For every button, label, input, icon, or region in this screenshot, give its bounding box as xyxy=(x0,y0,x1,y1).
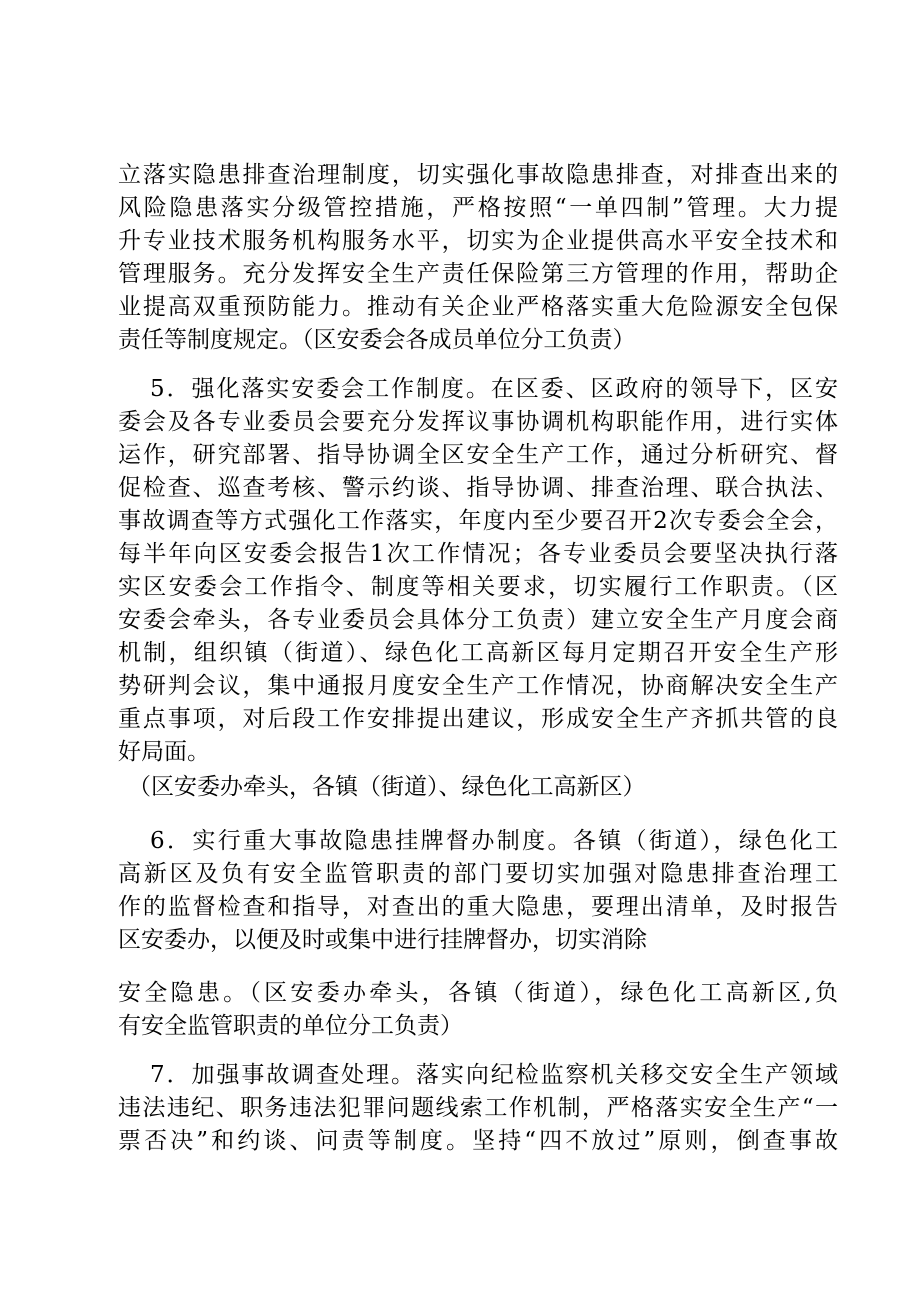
text-line: 风险隐患落实分级管控措施，严格按照“一单四制”管理。大力提 xyxy=(118,195,838,221)
text-line: 作的监督检查和指导，对查出的重大隐患，要理出清单，及时报告 xyxy=(118,894,838,920)
text-line: 升专业技术服务机构服务水平，切实为企业提供高水平安全技术和 xyxy=(118,228,838,254)
text-line: 区安委办，以便及时或集中进行挂牌督办，切实消除 xyxy=(118,927,647,953)
text-line: 安全隐患。（区安委办牵头，各镇（街道），绿色化工高新区,负 xyxy=(118,980,838,1006)
text-line: 责任等制度规定。（区安委会各成员单位分工负责） xyxy=(118,327,636,353)
text-line: 委会及各专业委员会要充分发挥议事协调机构职能作用，进行实体 xyxy=(118,409,838,435)
text-line: 机制，组织镇（街道）、绿色化工高新区每月定期召开安全生产形 xyxy=(118,640,838,666)
text-line: 票否决”和约谈、问责等制度。坚持“四不放过”原则，倒查事故 xyxy=(118,1128,838,1154)
text-line: 每半年向区安委会报告1次工作情况；各专业委员会要坚决执行落 xyxy=(118,541,838,567)
item-5-heading-line: 5．强化落实安委会工作制度。在区委、区政府的领导下，区安 xyxy=(150,376,838,402)
text-line: 立落实隐患排查治理制度，切实强化事故隐患排查，对排查出来的 xyxy=(118,162,838,188)
text-line: 业提高双重预防能力。推动有关企业严格落实重大危险源安全包保 xyxy=(118,294,838,320)
text-line: 安委会牵头，各专业委员会具体分工负责）建立安全生产月度会商 xyxy=(118,607,838,633)
text-line: 好局面。 xyxy=(118,739,210,765)
item-7-heading-line: 7．加强事故调查处理。落实向纪检监察机关移交安全生产领域 xyxy=(150,1062,838,1088)
text-line: 管理服务。充分发挥安全生产责任保险第三方管理的作用，帮助企 xyxy=(118,261,838,287)
text-line: 违法违纪、职务违法犯罪问题线索工作机制，严格落实安全生产“一 xyxy=(118,1095,838,1121)
responsibility-note: （区安委办牵头，各镇（街道）、绿色化工高新区） xyxy=(128,774,646,800)
text-line: 事故调查等方式强化工作落实，年度内至少要召开2次专委会全会， xyxy=(118,508,838,534)
text-line: 运作，研究部署、指导协调全区安全生产工作，通过分析研究、督 xyxy=(118,442,838,468)
text-line: 有安全监管职责的单位分工负责） xyxy=(118,1013,463,1039)
text-line: 高新区及负有安全监管职责的部门要切实加强对隐患排查治理工 xyxy=(118,861,838,887)
text-line: 实区安委会工作指令、制度等相关要求，切实履行工作职责。（区 xyxy=(118,574,838,600)
text-line: 重点事项，对后段工作安排提出建议，形成安全生产齐抓共管的良 xyxy=(118,706,838,732)
text-line: 促检查、巡查考核、警示约谈、指导协调、排查治理、联合执法、 xyxy=(118,475,838,501)
item-6-heading-line: 6．实行重大事故隐患挂牌督办制度。各镇（街道），绿色化工 xyxy=(150,828,838,854)
text-line: 势研判会议，集中通报月度安全生产工作情况，协商解决安全生产 xyxy=(118,673,838,699)
